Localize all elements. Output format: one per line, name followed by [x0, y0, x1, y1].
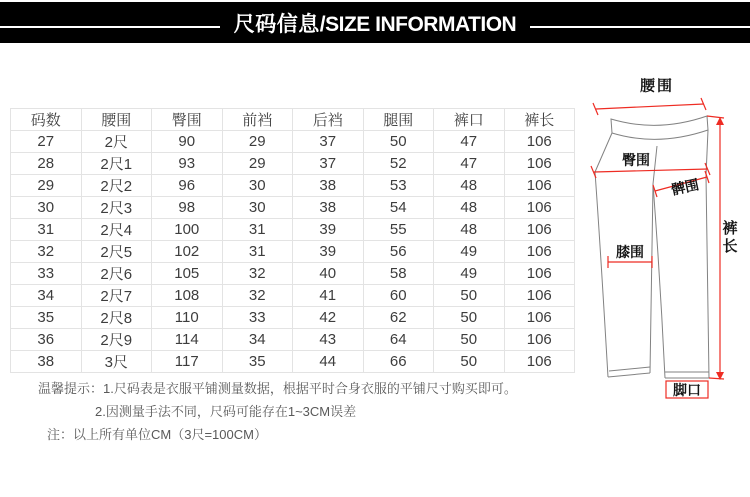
- table-cell: 2尺6: [81, 263, 152, 285]
- title-rule-left: [0, 26, 220, 28]
- table-cell: 32: [222, 263, 293, 285]
- table-row: [11, 351, 575, 373]
- table-cell: 39: [293, 219, 364, 241]
- title-rule-right: [530, 26, 750, 28]
- table-header-row: [11, 109, 575, 131]
- table-cell: 106: [504, 329, 575, 351]
- page-title-cn: 尺码信息: [233, 12, 320, 36]
- table-cell: 50: [434, 329, 505, 351]
- table-cell: 43: [293, 329, 364, 351]
- table-cell: 44: [293, 351, 364, 373]
- table-cell: 29: [222, 153, 293, 175]
- table-cell: 50: [434, 285, 505, 307]
- table-cell: 29: [11, 175, 82, 197]
- right-inseam: [653, 184, 665, 378]
- table-cell: 35: [222, 351, 293, 373]
- table-row: [11, 263, 575, 285]
- column-header: 腿围: [363, 109, 434, 131]
- page-title: [234, 8, 516, 38]
- table-cell: 2尺7: [81, 285, 152, 307]
- table-cell: 40: [293, 263, 364, 285]
- table-cell: 27: [11, 131, 82, 153]
- table-cell: 36: [11, 329, 82, 351]
- waist-label: 腰围: [639, 77, 675, 95]
- column-header: 裤长: [504, 109, 575, 131]
- table-row: [11, 175, 575, 197]
- note-unit: 注：以上所有单位CM（3尺=100CM）: [47, 427, 267, 442]
- table-cell: 106: [504, 285, 575, 307]
- length-connector-top: [707, 116, 724, 118]
- table-cell: 98: [152, 197, 223, 219]
- table-cell: 2尺: [81, 131, 152, 153]
- table-cell: 58: [363, 263, 434, 285]
- table-cell: 106: [504, 351, 575, 373]
- table-cell: 62: [363, 307, 434, 329]
- table-cell: 47: [434, 131, 505, 153]
- table-cell: 50: [434, 307, 505, 329]
- table-cell: 106: [504, 241, 575, 263]
- table-cell: 114: [152, 329, 223, 351]
- table-cell: 93: [152, 153, 223, 175]
- table-cell: 108: [152, 285, 223, 307]
- table-cell: 56: [363, 241, 434, 263]
- front-seam: [653, 146, 657, 184]
- table-row: [11, 131, 575, 153]
- waist-measure-line: [596, 104, 704, 109]
- table-cell: 106: [504, 131, 575, 153]
- table-cell: 2尺9: [81, 329, 152, 351]
- left-hem: [608, 373, 650, 377]
- length-connector-bottom: [709, 378, 724, 379]
- column-header: 裤口: [434, 109, 505, 131]
- hip-label: 臀围: [622, 152, 650, 168]
- table-row: [11, 219, 575, 241]
- column-header: 后裆: [293, 109, 364, 131]
- table-cell: 30: [11, 197, 82, 219]
- table-cell: 106: [504, 263, 575, 285]
- table-cell: 3尺: [81, 351, 152, 373]
- table-cell: 52: [363, 153, 434, 175]
- table-cell: 110: [152, 307, 223, 329]
- table-cell: 30: [222, 197, 293, 219]
- page-title-en: /SIZE INFORMATION: [319, 12, 517, 36]
- table-cell: 66: [363, 351, 434, 373]
- table-cell: 49: [434, 241, 505, 263]
- table-cell: 48: [434, 219, 505, 241]
- table-cell: 2尺8: [81, 307, 152, 329]
- table-cell: 117: [152, 351, 223, 373]
- table-cell: 39: [293, 241, 364, 263]
- column-header: 码数: [11, 109, 82, 131]
- table-cell: 106: [504, 197, 575, 219]
- table-cell: 32: [11, 241, 82, 263]
- hem-label: 脚口: [673, 382, 701, 398]
- left-outseam: [595, 133, 612, 377]
- table-cell: 31: [222, 241, 293, 263]
- column-header: 前裆: [222, 109, 293, 131]
- pants-measurement-diagram: [583, 70, 750, 410]
- table-cell: 50: [363, 131, 434, 153]
- notes: [38, 377, 517, 446]
- table-cell: 31: [11, 219, 82, 241]
- hip-measure-line: [594, 169, 708, 172]
- table-cell: 2尺4: [81, 219, 152, 241]
- table-cell: 2尺2: [81, 175, 152, 197]
- thigh-label: 髀围: [669, 176, 701, 198]
- table-row: [11, 285, 575, 307]
- table-cell: 105: [152, 263, 223, 285]
- length-label: 裤长: [720, 220, 738, 256]
- table-cell: 37: [293, 131, 364, 153]
- table-cell: 31: [222, 219, 293, 241]
- table-cell: 34: [222, 329, 293, 351]
- title-bar: [0, 2, 750, 43]
- table-cell: 38: [11, 351, 82, 373]
- table-cell: 102: [152, 241, 223, 263]
- table-row: [11, 241, 575, 263]
- table-cell: 41: [293, 285, 364, 307]
- table-cell: 32: [222, 285, 293, 307]
- table-cell: 106: [504, 307, 575, 329]
- table-cell: 54: [363, 197, 434, 219]
- table-cell: 2尺3: [81, 197, 152, 219]
- table-cell: 48: [434, 197, 505, 219]
- table-cell: 42: [293, 307, 364, 329]
- table-row: [11, 329, 575, 351]
- table-cell: 106: [504, 175, 575, 197]
- table-cell: 90: [152, 131, 223, 153]
- size-table: [10, 108, 575, 373]
- table-cell: 34: [11, 285, 82, 307]
- table-cell: 64: [363, 329, 434, 351]
- table-cell: 30: [222, 175, 293, 197]
- table-cell: 49: [434, 263, 505, 285]
- table-cell: 37: [293, 153, 364, 175]
- table-cell: 33: [11, 263, 82, 285]
- note-tip-1: 温馨提示：1.尺码表是衣服平铺测量数据，根据平时合身衣服的平铺尺寸购买即可。: [38, 381, 517, 396]
- table-row: [11, 307, 575, 329]
- table-cell: 2尺1: [81, 153, 152, 175]
- table-row: [11, 153, 575, 175]
- table-cell: 50: [434, 351, 505, 373]
- table-cell: 106: [504, 219, 575, 241]
- table-cell: 33: [222, 307, 293, 329]
- table-cell: 47: [434, 153, 505, 175]
- table-cell: 29: [222, 131, 293, 153]
- table-cell: 53: [363, 175, 434, 197]
- table-cell: 55: [363, 219, 434, 241]
- table-row: [11, 197, 575, 219]
- knee-label: 膝围: [616, 244, 644, 260]
- column-header: 臀围: [152, 109, 223, 131]
- table-cell: 2尺5: [81, 241, 152, 263]
- table-cell: 96: [152, 175, 223, 197]
- table-cell: 48: [434, 175, 505, 197]
- table-cell: 60: [363, 285, 434, 307]
- pants-outline: [595, 116, 709, 378]
- waistband: [611, 116, 708, 139]
- table-cell: 106: [504, 153, 575, 175]
- left-inseam: [650, 184, 653, 373]
- table-cell: 100: [152, 219, 223, 241]
- table-cell: 28: [11, 153, 82, 175]
- table-cell: 38: [293, 175, 364, 197]
- column-header: 腰围: [81, 109, 152, 131]
- note-tip-2: 2.因测量手法不同，尺码可能存在1~3CM误差: [95, 404, 357, 419]
- table-cell: 35: [11, 307, 82, 329]
- left-cuff-line: [609, 367, 650, 371]
- table-cell: 38: [293, 197, 364, 219]
